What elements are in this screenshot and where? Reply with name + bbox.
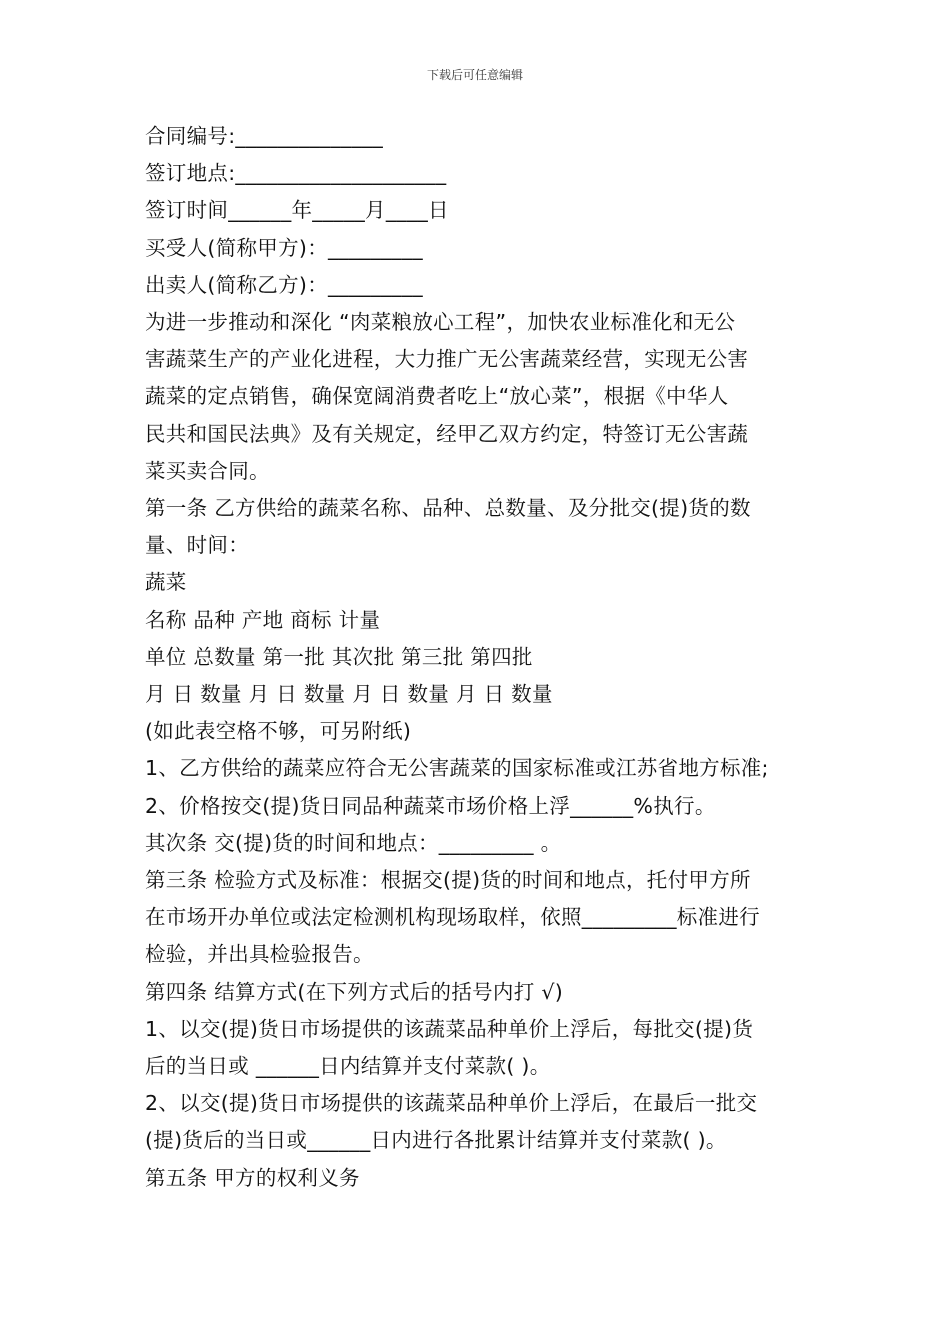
- preamble-line: 为进一步推动和深化 “肉菜粮放心工程”，加快农业标准化和无公: [145, 310, 736, 335]
- table-text-line: 蔬菜: [145, 570, 187, 595]
- seller-line: 出卖人(简称乙方)：_________: [145, 272, 423, 297]
- article-3-line: 检验，并出具检验报告。: [145, 942, 374, 967]
- signing-place-line: 签订地点:____________________: [145, 161, 447, 186]
- preamble-line: 害蔬菜生产的产业化进程，大力推广无公害蔬菜经营，实现无公害: [145, 347, 749, 372]
- table-text-line: 名称 品种 产地 商标 计量: [145, 607, 381, 632]
- buyer-line: 买受人(简称甲方)：_________: [145, 235, 423, 260]
- clause-line: 2、价格按交(提)货日同品种蔬菜市场价格上浮______%执行。: [145, 793, 716, 818]
- contract-number-line: 合同编号:______________: [145, 124, 384, 148]
- clause-line: 1、以交(提)货日市场提供的该蔬菜品种单价上浮后，每批交(提)货: [145, 1016, 754, 1041]
- article-1-line: 量、时间：: [145, 533, 249, 558]
- table-text-line: 月 日 数量 月 日 数量 月 日 数量 月 日 数量: [145, 682, 553, 707]
- page-header: 下载后可任意编辑: [426, 68, 523, 82]
- table-text-line: 单位 总数量 第一批 其次批 第三批 第四批: [145, 644, 533, 669]
- signing-date-line: 签订时间______年_____月____日: [145, 198, 449, 223]
- article-4-line: 第四条 结算方式(在下列方式后的括号内打 √): [145, 979, 563, 1004]
- article-1-line: 第一条 乙方供给的蔬菜名称、品种、总数量、及分批交(提)货的数: [145, 496, 751, 521]
- clause-line: 1、乙方供给的蔬菜应符合无公害蔬菜的国家标准或江苏省地方标准;: [145, 756, 769, 781]
- preamble-line: 菜买卖合同。: [145, 458, 270, 483]
- preamble-line: 蔬菜的定点销售，确保宽阔消费者吃上“放心菜”，根据《中华人: [145, 384, 729, 409]
- article-3-line: 在市场开办单位或法定检测机构现场取样，依照_________标准进行: [145, 905, 760, 930]
- clause-line: 2、以交(提)货日市场提供的该蔬菜品种单价上浮后，在最后一批交: [145, 1091, 758, 1116]
- preamble-line: 民共和国民法典》及有关规定，经甲乙双方约定，特签订无公害蔬: [145, 421, 749, 446]
- table-note-line: (如此表空格不够，可另附纸): [145, 719, 412, 744]
- document-body: [145, 118, 810, 1197]
- clause-line: (提)货后的当日或______日内进行各批累计结算并支付菜款( )。: [145, 1128, 727, 1153]
- article-3-line: 第三条 检验方式及标准：根据交(提)货的时间和地点，托付甲方所: [145, 868, 751, 893]
- clause-line: 后的当日或 ______日内结算并支付菜款( )。: [145, 1054, 551, 1079]
- article-5-line: 第五条 甲方的权利义务: [145, 1165, 360, 1190]
- article-2-line: 其次条 交(提)货的时间和地点：_________ 。: [145, 830, 562, 855]
